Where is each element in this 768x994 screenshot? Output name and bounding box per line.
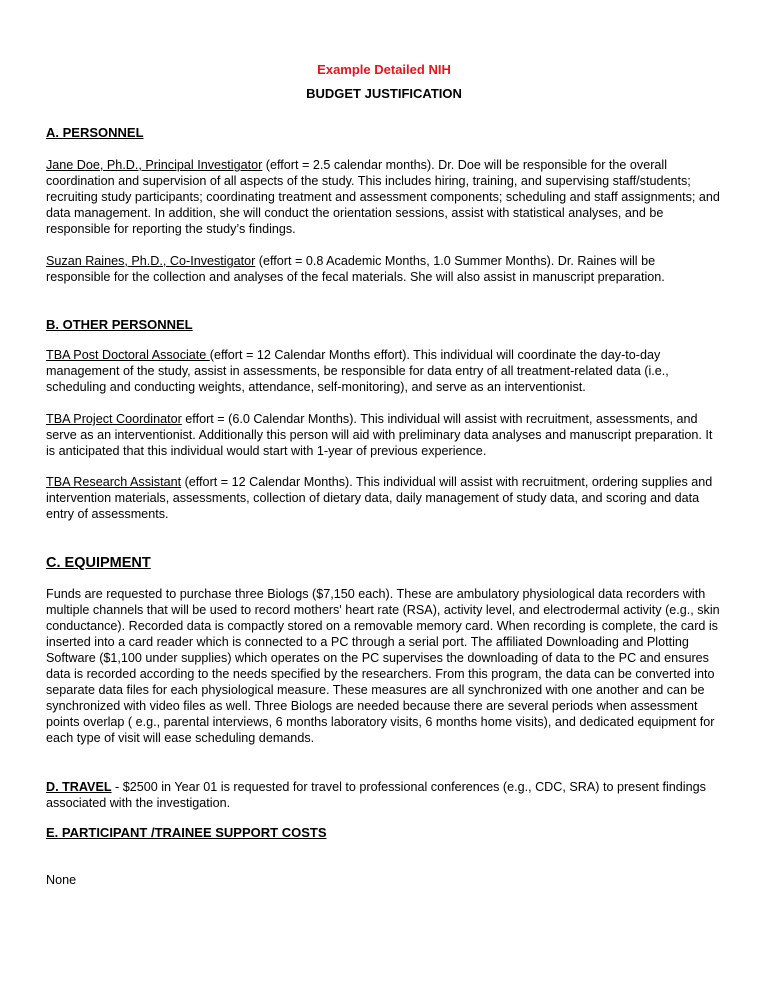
person-description: effort = (6.0 Calendar Months). This individual will assist with recruitment, assessments, and serve as an interventionist. Additionally this person will aid with preliminary data analyses and manuscript preparation. It is anticipated that this individual would start with 1-year of previous experience.	[46, 412, 713, 458]
travel-description: - $2500 in Year 01 is requested for travel to professional conferences (e.g., CDC, SRA) to present findings associated with the investigation.	[46, 780, 706, 810]
person-name: Jane Doe, Ph.D., Principal Investigator	[46, 158, 263, 172]
person-name: Suzan Raines, Ph.D., Co-Investigator	[46, 254, 256, 268]
paragraph-co-investigator	[46, 253, 722, 285]
document-title: BUDGET JUSTIFICATION	[306, 86, 462, 101]
person-description: (effort = 0.8 Academic Months, 1.0 Summer Months). Dr. Raines will be responsible for the collection and analyses of the fecal materials. She will also assist in manuscript preparation.	[46, 254, 665, 284]
paragraph-research-assistant	[46, 474, 722, 522]
section-heading-participant-support: E. PARTICIPANT /TRAINEE SUPPORT COSTS	[46, 825, 327, 840]
person-description: (effort = 2.5 calendar months). Dr. Doe will be responsible for the overall coordination and supervision of all aspects of the study. This includes hiring, training, and supervising staff/students; recruiting study participants; coordinating treatment and assessment components; scheduling and staff assignments; and data management. In addition, she will conduct the orientation sessions, assist with statistical analyses, and be responsible for reporting the study’s findings.	[46, 158, 720, 236]
person-name: TBA Post Doctoral Associate	[46, 348, 210, 362]
paragraph-participant-support: None	[46, 873, 77, 887]
section-heading-equipment: C. EQUIPMENT	[46, 555, 151, 571]
paragraph-equipment: Funds are requested to purchase three Biologs ($7,150 each). These are ambulatory physiological data recorders with multiple channels that will be used to record mothers' heart rate (RSA), activity level, and electrodermal activity (e.g., skin conductance). Recorded data is compactly stored on a removable memory card. When recording is complete, the card is inserted into a card reader which is connected to a PC through a serial port. The affiliated Downloading and Plotting Software ($1,100 under supplies) which operates on the PC supervises the downloading of data to the PC and ensures data is recorded according to the needs specified by the researchers. From this program, the data can be converted into separate data files for each physiological measure. These measures are all synchronized with one another and can be synchronized with video files as well. Three Biologs are needed because there are several periods when assessment points overlap ( e.g., parental interviews, 6 months laboratory visits, 6 months home visits), and dedicated equipment for each type of visit will ease scheduling demands.	[46, 587, 720, 745]
paragraph-postdoc	[46, 347, 722, 395]
paragraph-travel	[46, 779, 722, 811]
section-heading-personnel: A. PERSONNEL	[46, 125, 144, 140]
person-name: TBA Research Assistant	[46, 475, 182, 489]
document-subtitle: Example Detailed NIH	[317, 62, 451, 77]
paragraph-principal-investigator	[46, 157, 722, 237]
person-description: (effort = 12 Calendar Months). This individual will assist with recruitment, ordering supplies and intervention materials, assessments, collection of dietary data, daily management of study data, and scoring and data entry of assessments.	[46, 475, 713, 521]
paragraph-project-coordinator	[46, 411, 722, 459]
section-heading-other-personnel: B. OTHER PERSONNEL	[46, 317, 193, 332]
person-description: (effort = 12 Calendar Months effort). This individual will coordinate the day-to-day management of the study, assist in assessments, be responsible for data entry of all treatment-related data (i.e., scheduling and conducting weights, attendance, self-monitoring), and serve as an interventionist.	[46, 348, 669, 394]
person-name: TBA Project Coordinator	[46, 412, 182, 426]
section-heading-travel: D. TRAVEL	[46, 780, 112, 794]
